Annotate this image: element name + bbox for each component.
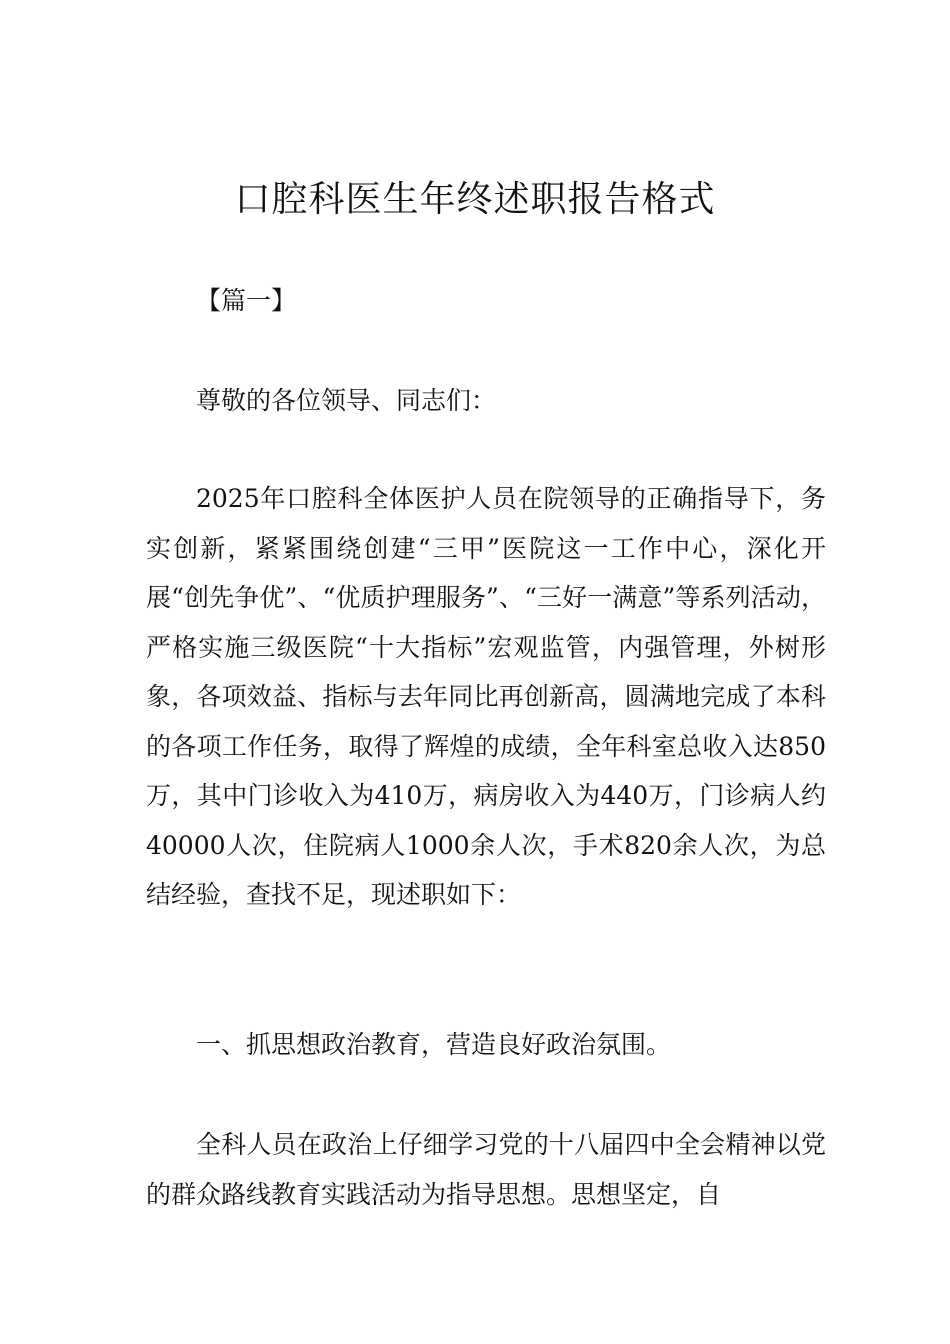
section-tag: 【篇一】 [196,286,297,315]
body-paragraph: 全科人员在政治上仔细学习党的十八届四中全会精神以党的群众路线教育实践活动为指导思想。思想坚定，自 [146,1130,826,1209]
body-paragraph: 2025年口腔科全体医护人员在院领导的正确指导下，务实创新，紧紧围绕创建“三甲”医院这一工作中心，深化开展“创先争优”、“优质护理服务”、“三好一满意”等系列活动，严格实施三级医院“十大指标”宏观监管，内强管理，外树形象，各项效益、指标与去年同比再创新高，圆满地完成了本科的各项工作任务，取得了辉煌的成绩，全年科室总收入达850万，其中门诊收入为410万，病房收入为440万，门诊病人约40000人次，住院病人1000余人次，手术820余人次，为总结经验，查找不足，现述职如下： [146,484,826,909]
section-heading: 一、抓思想政治教育，营造良好政治氛围。 [196,1030,672,1059]
greeting-line: 尊敬的各位领导、同志们： [196,386,497,415]
document-title: 口腔科医生年终述职报告格式 [234,179,716,220]
